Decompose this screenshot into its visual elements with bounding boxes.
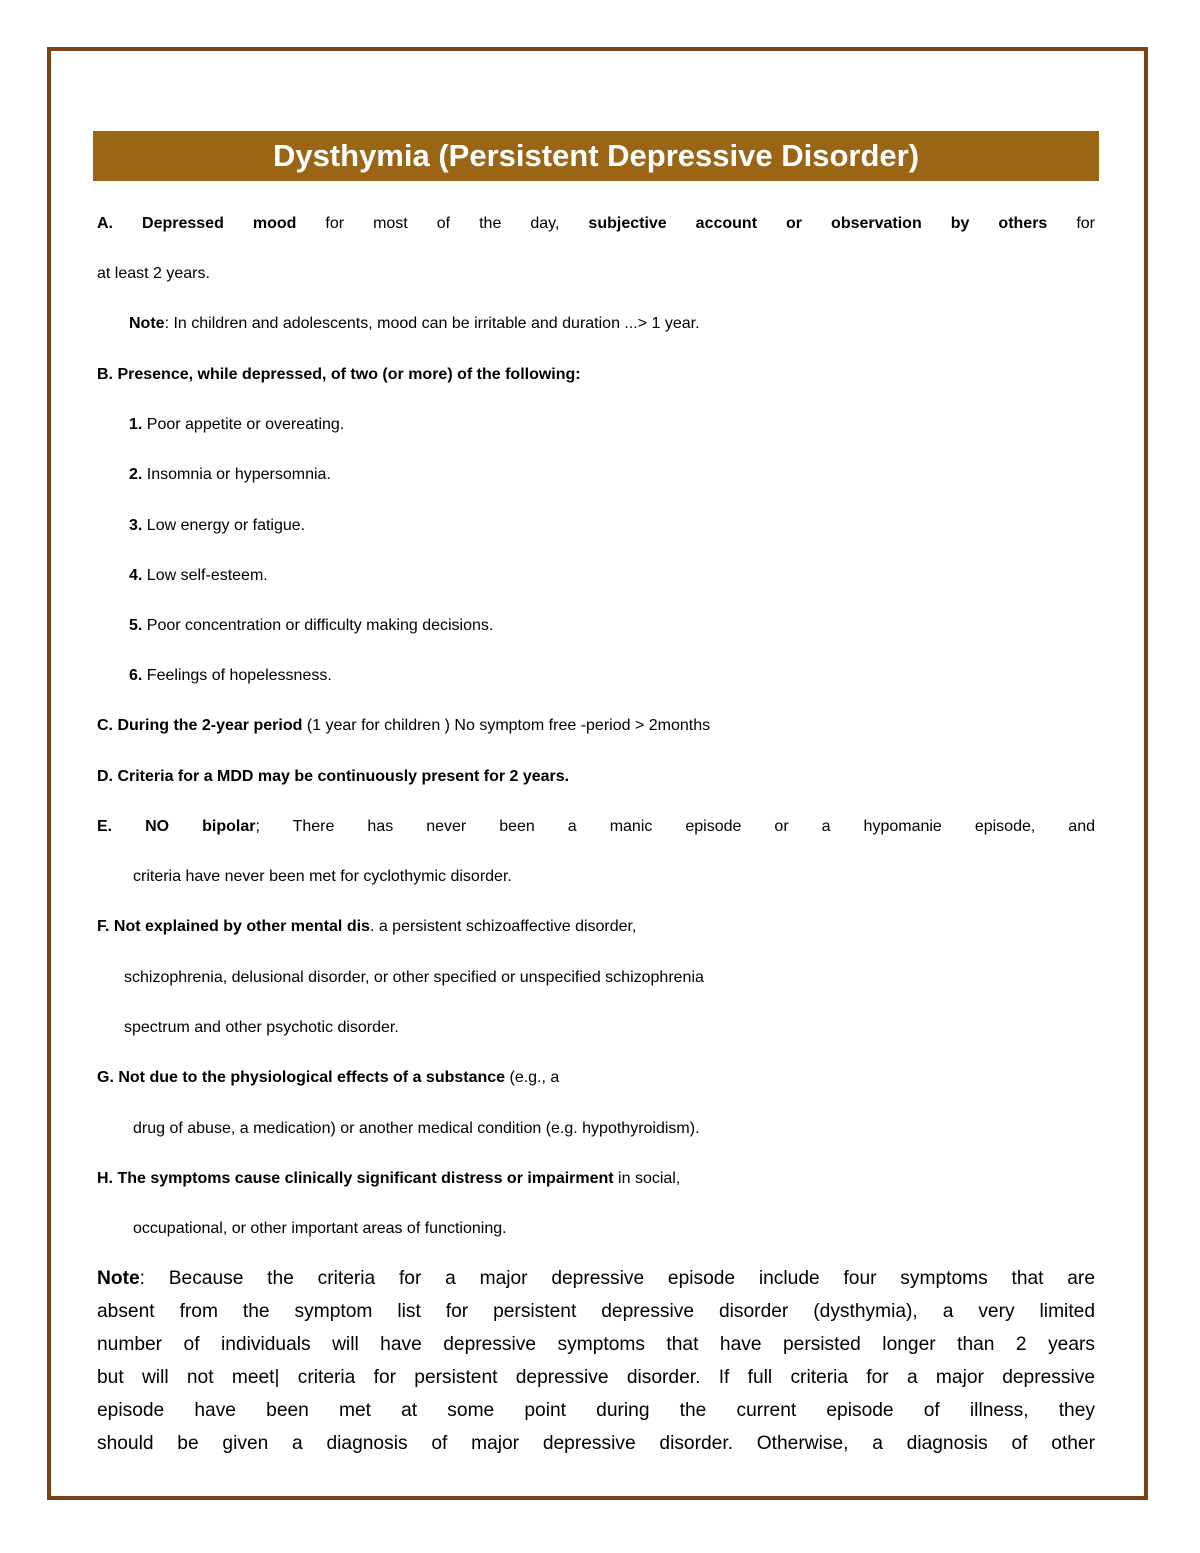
criterion-b-heading bbox=[97, 360, 581, 390]
criterion-d bbox=[97, 762, 569, 792]
criterion-h-cont: occupational, or other important areas of functioning. bbox=[133, 1220, 507, 1237]
criterion-f bbox=[97, 912, 636, 942]
criterion-a bbox=[97, 209, 1095, 239]
list-item bbox=[129, 410, 344, 440]
list-item-num: 1. bbox=[129, 416, 143, 433]
criterion-g-cont: drug of abuse, a medication) or another medical condition (e.g. hypothyroidism). bbox=[133, 1120, 700, 1137]
criterion-a-text1: for most of the day, bbox=[296, 215, 589, 232]
criterion-c bbox=[97, 711, 710, 741]
criterion-f-text: . a persistent schizoaffective disorder, bbox=[369, 918, 637, 935]
criterion-c-bold: C. During the 2-year period bbox=[97, 717, 303, 734]
criterion-e-text: ; There has never been a manic episode or a hypomanie episode, and bbox=[255, 818, 1096, 835]
criterion-h-text: in social, bbox=[613, 1170, 681, 1187]
criterion-h-bold: H. The symptoms cause clinically significant distress or impairment bbox=[97, 1170, 614, 1187]
list-item bbox=[129, 661, 332, 691]
footnote-label: Note bbox=[97, 1268, 140, 1289]
list-item bbox=[129, 511, 305, 541]
criterion-g bbox=[97, 1063, 559, 1093]
criterion-a-text2: for bbox=[1047, 215, 1096, 232]
criterion-a-bold1: Depressed mood bbox=[142, 215, 297, 232]
footnote-line: number of individuals will have depressive symptoms that have persisted longer than 2 years bbox=[97, 1334, 1095, 1355]
criterion-a-cont: at least 2 years. bbox=[97, 265, 210, 282]
criterion-a-letter: A. bbox=[97, 215, 113, 232]
criterion-h bbox=[97, 1164, 680, 1194]
footnote-line: but will not meet| criteria for persistent depressive disorder. If full criteria for a major depressive bbox=[97, 1367, 1095, 1388]
criterion-g-bold: G. Not due to the physiological effects of a substance bbox=[97, 1069, 506, 1086]
list-item-text: Poor appetite or overeating. bbox=[142, 416, 345, 433]
list-item bbox=[129, 460, 331, 490]
list-item bbox=[129, 611, 493, 641]
list-item-num: 5. bbox=[129, 617, 143, 634]
list-item-num: 3. bbox=[129, 517, 143, 534]
footnote-text: : Because the criteria for a major depressive episode include four symptoms that are bbox=[139, 1268, 1095, 1289]
list-item-text: Feelings of hopelessness. bbox=[142, 667, 332, 684]
criterion-d-bold: D. Criteria for a MDD may be continuously present for 2 years. bbox=[97, 768, 570, 785]
list-item-num: 6. bbox=[129, 667, 143, 684]
criterion-f-cont1: schizophrenia, delusional disorder, or other specified or unspecified schizophrenia bbox=[124, 969, 704, 986]
criterion-e bbox=[97, 812, 1095, 842]
list-item-num: 2. bbox=[129, 466, 143, 483]
criterion-a-note-text: : In children and adolescents, mood can be irritable and duration ...> 1 year. bbox=[164, 315, 700, 332]
list-item-text: Low self-esteem. bbox=[142, 567, 268, 584]
footnote-line: episode have been met at some point during the current episode of illness, they bbox=[97, 1400, 1095, 1421]
footnote bbox=[97, 1262, 1095, 1460]
list-item-text: Insomnia or hypersomnia. bbox=[142, 466, 331, 483]
criterion-c-text: (1 year for children ) No symptom free -period > 2months bbox=[302, 717, 711, 734]
list-item-num: 4. bbox=[129, 567, 143, 584]
criterion-f-cont2: spectrum and other psychotic disorder. bbox=[124, 1019, 399, 1036]
list-item-text: Low energy or fatigue. bbox=[142, 517, 306, 534]
footnote-line bbox=[97, 1262, 1095, 1295]
criterion-a-bold2: subjective account or observation by others bbox=[588, 215, 1048, 232]
criterion-b-heading-text: B. Presence, while depressed, of two (or more) of the following: bbox=[97, 366, 581, 383]
criterion-e-bold: E. NO bipolar bbox=[97, 818, 256, 835]
footnote-line: should be given a diagnosis of major depressive disorder. Otherwise, a diagnosis of other bbox=[97, 1433, 1095, 1454]
criterion-a-note bbox=[129, 309, 700, 339]
criterion-g-text: (e.g., a bbox=[505, 1069, 560, 1086]
page-title: Dysthymia (Persistent Depressive Disorder) bbox=[93, 131, 1099, 181]
criterion-a-note-label: Note bbox=[129, 315, 165, 332]
criterion-e-cont: criteria have never been met for cyclothymic disorder. bbox=[133, 868, 512, 885]
list-item-text: Poor concentration or difficulty making decisions. bbox=[142, 617, 494, 634]
criterion-f-bold: F. Not explained by other mental dis bbox=[97, 918, 370, 935]
footnote-line: absent from the symptom list for persistent depressive disorder (dysthymia), a very limited bbox=[97, 1301, 1095, 1322]
list-item bbox=[129, 561, 268, 591]
